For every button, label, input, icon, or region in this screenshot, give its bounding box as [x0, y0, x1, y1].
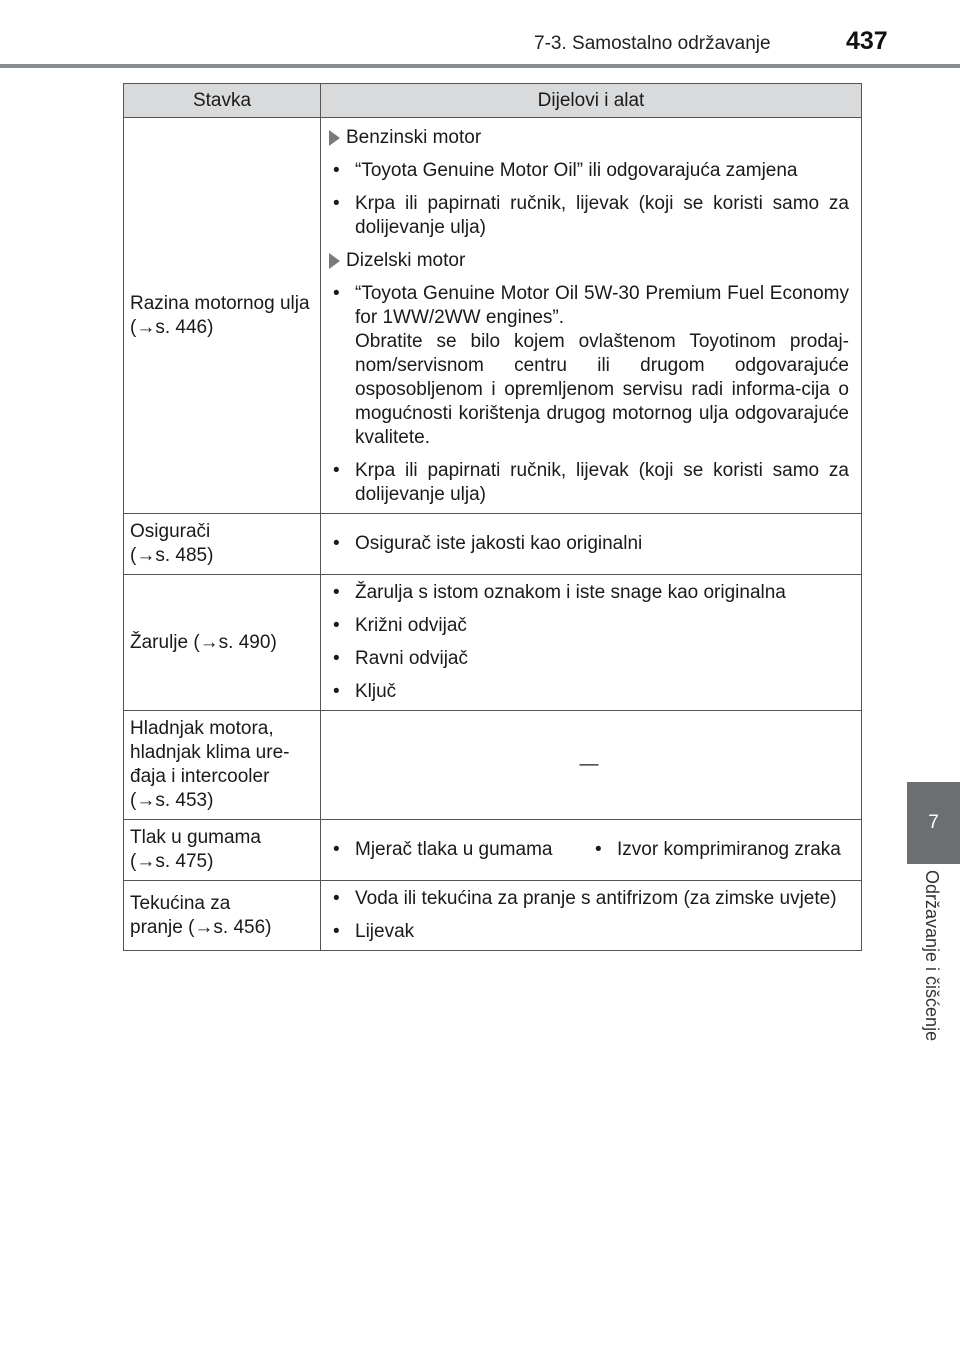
table-row: [124, 514, 862, 575]
list-item-text: Žarulja s istom oznakom i iste snage kao originalna: [355, 582, 786, 603]
list-item: [329, 920, 849, 944]
parts-cell: [321, 118, 862, 514]
list-item: [329, 282, 849, 450]
bullet: •: [333, 283, 340, 304]
table-row: [124, 881, 862, 951]
list-item-text: Ravni odvijač: [355, 648, 468, 669]
list-item: [329, 614, 849, 638]
chapter-tab: 7: [907, 782, 960, 864]
page-number: 437: [846, 27, 888, 55]
item-line: đaja i intercooler: [130, 766, 270, 787]
bullet: •: [333, 160, 340, 181]
list-item: [329, 581, 849, 605]
bullet: •: [333, 839, 340, 860]
parts-cell: [321, 881, 862, 951]
bullet: •: [333, 460, 340, 481]
chapter-label-text: Održavanje i čišćenje: [922, 870, 942, 1042]
bullet: •: [333, 193, 340, 214]
bullet: •: [333, 888, 340, 909]
item-line: Hladnjak motora,: [130, 718, 274, 739]
bullet: •: [333, 533, 340, 554]
subheading: [329, 126, 849, 150]
parts-cell-empty: —: [321, 711, 862, 820]
bullet: •: [333, 681, 340, 702]
list-item-text: Mjerač tlaka u gumama: [355, 839, 553, 860]
table-row: [124, 711, 862, 820]
item-line: (→s. 453): [130, 790, 214, 811]
subheading-text: Benzinski motor: [346, 127, 482, 148]
table-row: [124, 118, 862, 514]
bullet: •: [333, 921, 340, 942]
table-row: [124, 575, 862, 711]
list-item-text: Krpa ili papirnati ručnik, lijevak (koji se koristi samo za dolijevanje ulja): [355, 193, 849, 238]
triangle-right-icon: [329, 253, 340, 269]
item-cell: Razina motornog ulja (→s. 446): [124, 118, 321, 514]
list-item-text: Križni odvijač: [355, 615, 467, 636]
parts-cell: [321, 575, 862, 711]
list-item: [329, 647, 849, 671]
two-column-list: [329, 838, 849, 862]
list-item: [329, 459, 849, 507]
item-cell: [124, 881, 321, 951]
list-item: [591, 838, 849, 862]
list-item: [329, 532, 849, 556]
bullet: •: [333, 648, 340, 669]
parts-cell: [321, 514, 862, 575]
list-item: [329, 887, 849, 911]
triangle-right-icon: [329, 130, 340, 146]
subheading: [329, 249, 849, 273]
list-item-text: Voda ili tekućina za pranje s antifrizom (za zimske uvjete): [355, 888, 837, 909]
list-item-note: Obratite se bilo kojem ovlaštenom Toyotinom prodaj-nom/servisnom centru ili drugom odgovarajuće osposobljenom i opremljenom servisu radi informa-cija o mogućnosti korištenja drugog motornog ulja odgovarajuće kvalitete.: [355, 331, 849, 448]
bullet: •: [333, 582, 340, 603]
subheading-text: Dizelski motor: [346, 250, 466, 271]
section-title: 7-3. Samostalno održavanje: [534, 33, 771, 54]
item-line: Tekućina za: [130, 892, 231, 914]
list-item-text: “Toyota Genuine Motor Oil 5W-30 Premium Fuel Economy for 1WW/2WW engines”.: [355, 283, 849, 328]
table-header-row: [124, 84, 862, 118]
parts-cell: [321, 820, 862, 881]
list-item-text: Krpa ili papirnati ručnik, lijevak (koji se koristi samo za dolijevanje ulja): [355, 460, 849, 505]
item-line: Tlak u gumama: [130, 827, 261, 848]
item-line: pranje (→s. 456): [130, 916, 272, 938]
table-row: [124, 820, 862, 881]
item-cell: [124, 514, 321, 575]
item-line: Osigurači: [130, 521, 211, 542]
item-cell: Žarulje (→s. 490): [124, 575, 321, 711]
bullet: •: [595, 839, 602, 860]
item-line: (→s. 475): [130, 851, 214, 872]
item-cell: [124, 820, 321, 881]
item-line: hladnjak klima ure-: [130, 742, 290, 763]
list-item-text: Izvor komprimiranog zraka: [617, 839, 841, 860]
column-header-parts: Dijelovi i alat: [321, 84, 862, 118]
item-cell: [124, 711, 321, 820]
list-item: [329, 192, 849, 240]
column-header-item: Stavka: [124, 84, 321, 118]
bullet: •: [333, 615, 340, 636]
list-item: [329, 838, 591, 862]
list-item-text: Osigurač iste jakosti kao originalni: [355, 533, 643, 554]
list-item-text: Ključ: [355, 681, 397, 702]
item-line: (→s. 485): [130, 545, 214, 566]
header-rule: [0, 64, 960, 68]
list-item: [329, 159, 849, 183]
list-item: [329, 680, 849, 704]
list-item-text: “Toyota Genuine Motor Oil” ili odgovarajuća zamjena: [355, 160, 798, 181]
list-item-text: Lijevak: [355, 921, 415, 942]
parts-table: [123, 83, 862, 951]
